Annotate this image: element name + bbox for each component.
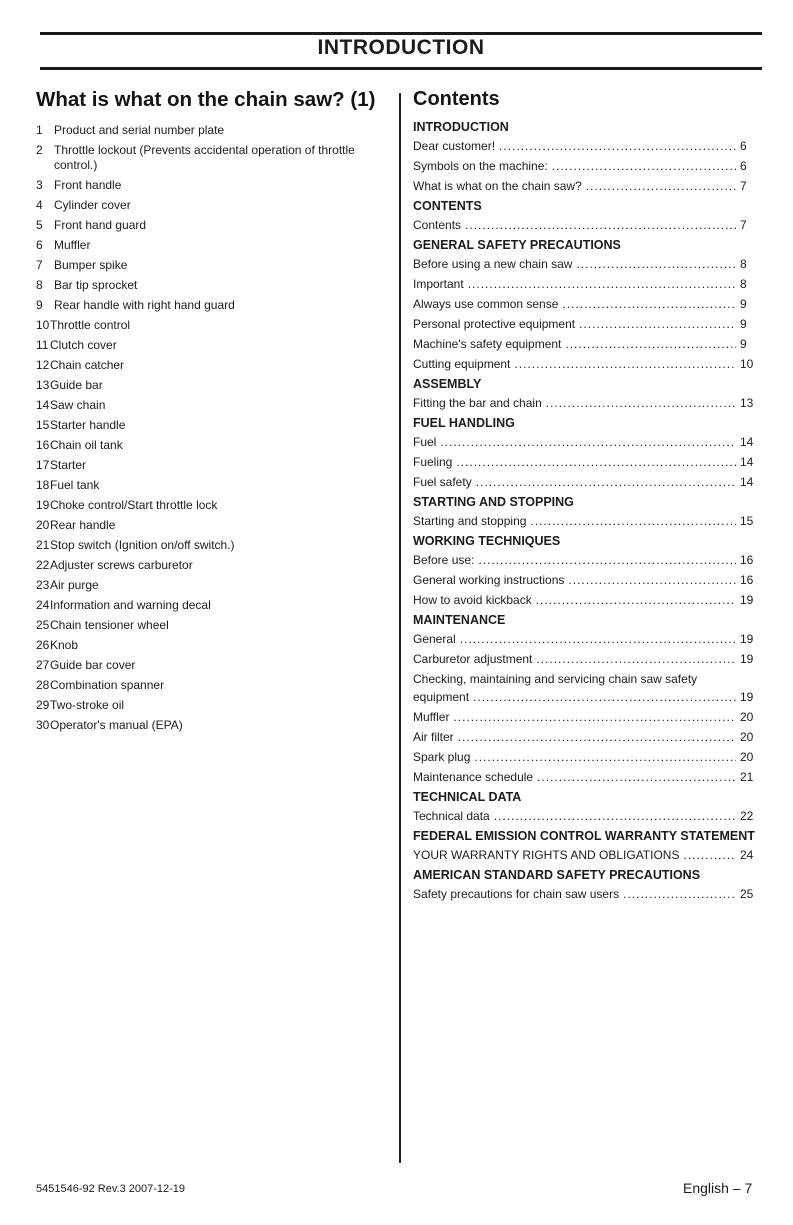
toc-leader-dots (586, 179, 736, 194)
part-item (36, 578, 392, 593)
part-number: 6 (36, 238, 43, 252)
toc-leader-dots (494, 809, 736, 824)
toc-entry-label: YOUR WARRANTY RIGHTS AND OBLIGATIONS (413, 848, 680, 862)
toc-entry-label: Before use: (413, 553, 475, 567)
toc-entry[interactable] (413, 179, 757, 194)
toc-leader-dots (458, 730, 736, 745)
part-number: 22 (36, 558, 50, 572)
toc-entry-label: Before using a new chain saw (413, 257, 573, 271)
part-number: 27 (36, 658, 50, 672)
part-label: Chain catcher (50, 358, 125, 372)
toc-entry[interactable] (413, 317, 757, 332)
part-label: Starter handle (50, 418, 126, 432)
toc-entry-label: Fueling (413, 455, 453, 469)
part-item (36, 398, 392, 413)
toc-entry[interactable] (413, 396, 757, 411)
toc-entry[interactable] (413, 887, 757, 902)
page-number: English – 7 (683, 1180, 753, 1196)
toc-entry-label: Spark plug (413, 750, 471, 764)
toc-section-heading: MAINTENANCE (413, 613, 506, 627)
toc-page-number: 20 (740, 730, 754, 744)
part-number: 14 (36, 398, 50, 412)
toc-entry[interactable] (413, 277, 757, 292)
page-title: INTRODUCTION (317, 36, 485, 59)
toc-entry[interactable] (413, 357, 757, 372)
part-number: 20 (36, 518, 50, 532)
toc-leader-dots (552, 159, 736, 174)
toc-page-number: 7 (740, 218, 747, 232)
part-item (36, 498, 392, 513)
part-item (36, 123, 392, 138)
toc-entry[interactable] (413, 710, 757, 725)
part-number: 19 (36, 498, 50, 512)
part-label: Stop switch (Ignition on/off switch.) (50, 538, 235, 552)
toc-entry[interactable] (413, 593, 757, 608)
toc-entry[interactable] (413, 337, 757, 352)
toc-page-number: 22 (740, 809, 754, 823)
toc-page-number: 16 (740, 553, 754, 567)
part-item (36, 718, 392, 733)
part-number: 12 (36, 358, 50, 372)
toc-entry-label: Muffler (413, 710, 450, 724)
toc-entry-label: Fitting the bar and chain (413, 396, 542, 410)
toc-page-number: 8 (740, 257, 747, 271)
part-number: 21 (36, 538, 50, 552)
part-number: 8 (36, 278, 43, 292)
toc-section-heading: FUEL HANDLING (413, 416, 515, 430)
toc-page-number: 13 (740, 396, 754, 410)
toc-entry[interactable] (413, 218, 757, 233)
toc-section-heading: FEDERAL EMISSION CONTROL WARRANTY STATEMENT (413, 829, 755, 843)
part-label: Adjuster screws carburetor (50, 558, 193, 572)
part-label: Air purge (50, 578, 99, 592)
part-item (36, 438, 392, 453)
toc-entry-label: Starting and stopping (413, 514, 527, 528)
toc-leader-dots (468, 277, 736, 292)
toc-entry-label: Personal protective equipment (413, 317, 576, 331)
toc-leader-dots (514, 357, 736, 372)
part-item (36, 618, 392, 633)
part-number: 30 (36, 718, 50, 732)
toc-leader-dots (623, 887, 736, 902)
toc-leader-dots (460, 632, 736, 647)
toc-entry[interactable] (413, 435, 757, 450)
toc-page-number: 6 (740, 139, 747, 153)
table-of-contents (413, 120, 757, 902)
part-number: 25 (36, 618, 50, 632)
toc-entry-label: What is what on the chain saw? (413, 179, 582, 193)
parts-list (36, 123, 392, 733)
toc-leader-dots (576, 257, 736, 272)
toc-leader-dots (465, 218, 736, 233)
toc-leader-dots (546, 396, 736, 411)
toc-leader-dots (579, 317, 736, 332)
part-item (36, 178, 392, 193)
toc-entry-label: Machine's safety equipment (413, 337, 562, 351)
toc-entry[interactable] (413, 475, 757, 490)
doc-code: 5451546-92 Rev.3 2007-12-19 (36, 1183, 186, 1195)
toc-entry[interactable] (413, 809, 757, 824)
part-item (36, 143, 392, 173)
toc-leader-dots (562, 297, 736, 312)
header-rule-top (40, 32, 762, 35)
toc-page-number: 14 (740, 435, 754, 449)
part-label: Bar tip sprocket (54, 278, 138, 292)
part-label: Information and warning decal (50, 598, 211, 612)
part-number: 2 (36, 143, 43, 157)
part-item (36, 258, 392, 273)
toc-entry[interactable] (413, 690, 757, 705)
toc-entry[interactable] (413, 257, 757, 272)
toc-leader-dots (568, 573, 736, 588)
toc-leader-dots (453, 710, 736, 725)
part-label: Front handle (54, 178, 122, 192)
toc-leader-dots (478, 553, 736, 568)
toc-page-number: 7 (740, 179, 747, 193)
toc-section-heading: AMERICAN STANDARD SAFETY PRECAUTIONS (413, 868, 701, 882)
part-item (36, 318, 392, 333)
part-label: Cylinder cover (54, 198, 131, 212)
part-label: Operator's manual (EPA) (50, 718, 183, 732)
part-item (36, 558, 392, 573)
toc-entry[interactable] (413, 514, 757, 529)
toc-entry[interactable] (413, 297, 757, 312)
toc-page-number: 14 (740, 475, 754, 489)
part-label: Front hand guard (54, 218, 147, 232)
toc-page-number: 20 (740, 710, 754, 724)
toc-page-number: 10 (740, 357, 754, 371)
part-item (36, 478, 392, 493)
part-number: 26 (36, 638, 50, 652)
part-number: 28 (36, 678, 50, 692)
part-label: Fuel tank (50, 478, 100, 492)
contents-column (413, 88, 757, 907)
part-label: Saw chain (50, 398, 106, 412)
part-item (36, 218, 392, 233)
toc-page-number: 9 (740, 297, 747, 311)
toc-entry[interactable] (413, 159, 757, 174)
toc-entry-label: General working instructions (413, 573, 565, 587)
part-label: Throttle lockout (Prevents accidental operation of throttle control.) (54, 143, 355, 172)
part-item (36, 518, 392, 533)
toc-leader-dots (683, 848, 736, 863)
part-number: 15 (36, 418, 50, 432)
part-item (36, 278, 392, 293)
toc-leader-dots (456, 455, 736, 470)
part-item (36, 298, 392, 313)
parts-column (36, 88, 392, 738)
toc-leader-dots (476, 475, 736, 490)
part-number: 9 (36, 298, 43, 312)
part-item (36, 658, 392, 673)
part-item (36, 378, 392, 393)
toc-entry-label: Safety precautions for chain saw users (413, 887, 620, 901)
part-item (36, 418, 392, 433)
toc-section-heading: TECHNICAL DATA (413, 790, 522, 804)
toc-entry-label: Carburetor adjustment (413, 652, 533, 666)
toc-entry-label: Contents (413, 218, 462, 232)
toc-entry[interactable] (413, 770, 757, 785)
toc-page-number: 9 (740, 317, 747, 331)
toc-leader-dots (474, 750, 736, 765)
toc-page-number: 16 (740, 573, 754, 587)
toc-leader-dots (499, 139, 736, 154)
part-label: Clutch cover (50, 338, 117, 352)
part-label: Choke control/Start throttle lock (50, 498, 218, 512)
toc-entry-label: Checking, maintaining and servicing chain saw safety (413, 672, 698, 686)
part-number: 17 (36, 458, 50, 472)
toc-entry[interactable] (413, 139, 757, 154)
toc-leader-dots (440, 435, 736, 450)
toc-entry-label: Fuel safety (413, 475, 472, 489)
toc-leader-dots (536, 652, 736, 667)
part-label: Two-stroke oil (50, 698, 125, 712)
toc-entry-label: Fuel (413, 435, 437, 449)
part-label: Guide bar (50, 378, 103, 392)
toc-page-number: 19 (740, 632, 754, 646)
toc-entry-label: Dear customer! (413, 139, 496, 153)
toc-section-heading: ASSEMBLY (413, 377, 482, 391)
part-label: Guide bar cover (50, 658, 136, 672)
toc-page-number: 24 (740, 848, 754, 862)
part-label: Starter (50, 458, 87, 472)
part-label: Throttle control (50, 318, 131, 332)
part-item (36, 698, 392, 713)
toc-entry[interactable] (413, 652, 757, 667)
part-item (36, 238, 392, 253)
toc-entry-label: equipment (413, 690, 470, 704)
toc-leader-dots (565, 337, 736, 352)
toc-entry-label: Technical data (413, 809, 490, 823)
part-label: Rear handle with right hand guard (54, 298, 235, 312)
part-number: 29 (36, 698, 50, 712)
part-number: 3 (36, 178, 43, 192)
part-label: Rear handle (50, 518, 116, 532)
part-item (36, 358, 392, 373)
part-number: 24 (36, 598, 50, 612)
toc-leader-dots (536, 593, 736, 608)
toc-entry-line (413, 672, 757, 687)
toc-page-number: 15 (740, 514, 754, 528)
toc-entry-label: Always use common sense (413, 297, 559, 311)
part-item (36, 198, 392, 213)
toc-entry-label: Air filter (413, 730, 454, 744)
toc-section-heading: WORKING TECHNIQUES (413, 534, 561, 548)
toc-section-heading: GENERAL SAFETY PRECAUTIONS (413, 238, 621, 252)
toc-page-number: 9 (740, 337, 747, 351)
toc-section-heading: CONTENTS (413, 199, 482, 213)
part-number: 1 (36, 123, 43, 137)
toc-leader-dots (473, 690, 736, 705)
part-item (36, 638, 392, 653)
part-label: Chain oil tank (50, 438, 123, 452)
toc-entry[interactable] (413, 730, 757, 745)
column-divider (399, 93, 401, 1163)
toc-leader-dots (537, 770, 736, 785)
toc-section-heading: INTRODUCTION (413, 120, 509, 134)
part-number: 7 (36, 258, 43, 272)
part-number: 18 (36, 478, 50, 492)
toc-page-number: 19 (740, 652, 754, 666)
part-number: 23 (36, 578, 50, 592)
part-label: Product and serial number plate (54, 123, 225, 137)
toc-entry-label: Maintenance schedule (413, 770, 534, 784)
part-number: 13 (36, 378, 50, 392)
toc-entry-label: How to avoid kickback (413, 593, 532, 607)
parts-heading: What is what on the chain saw? (1) (36, 88, 376, 111)
toc-page-number: 6 (740, 159, 747, 173)
contents-heading: Contents (413, 88, 500, 110)
toc-page-number: 14 (740, 455, 754, 469)
toc-entry-label: General (413, 632, 456, 646)
part-label: Knob (50, 638, 79, 652)
part-number: 16 (36, 438, 50, 452)
toc-section-heading: STARTING AND STOPPING (413, 495, 574, 509)
part-item (36, 338, 392, 353)
toc-leader-dots (530, 514, 736, 529)
toc-entry[interactable] (413, 455, 757, 470)
part-label: Chain tensioner wheel (50, 618, 169, 632)
toc-entry-label: Symbols on the machine: (413, 159, 548, 173)
toc-page-number: 25 (740, 887, 754, 901)
part-number: 11 (36, 338, 49, 352)
toc-page-number: 8 (740, 277, 747, 291)
part-item (36, 538, 392, 553)
toc-entry-label: Cutting equipment (413, 357, 511, 371)
toc-entry[interactable] (413, 553, 757, 568)
part-label: Bumper spike (54, 258, 128, 272)
toc-page-number: 21 (740, 770, 754, 784)
part-item (36, 458, 392, 473)
part-number: 4 (36, 198, 43, 212)
toc-page-number: 19 (740, 593, 754, 607)
toc-page-number: 20 (740, 750, 754, 764)
toc-page-number: 19 (740, 690, 754, 704)
toc-entry[interactable] (413, 848, 757, 863)
part-label: Combination spanner (50, 678, 165, 692)
part-item (36, 598, 392, 613)
toc-entry[interactable] (413, 573, 757, 588)
header-rule-bottom (40, 67, 762, 70)
part-item (36, 678, 392, 693)
toc-entry-label: Important (413, 277, 464, 291)
toc-entry[interactable] (413, 632, 757, 647)
toc-entry[interactable] (413, 750, 757, 765)
part-number: 5 (36, 218, 43, 232)
part-number: 10 (36, 318, 50, 332)
part-label: Muffler (54, 238, 91, 252)
